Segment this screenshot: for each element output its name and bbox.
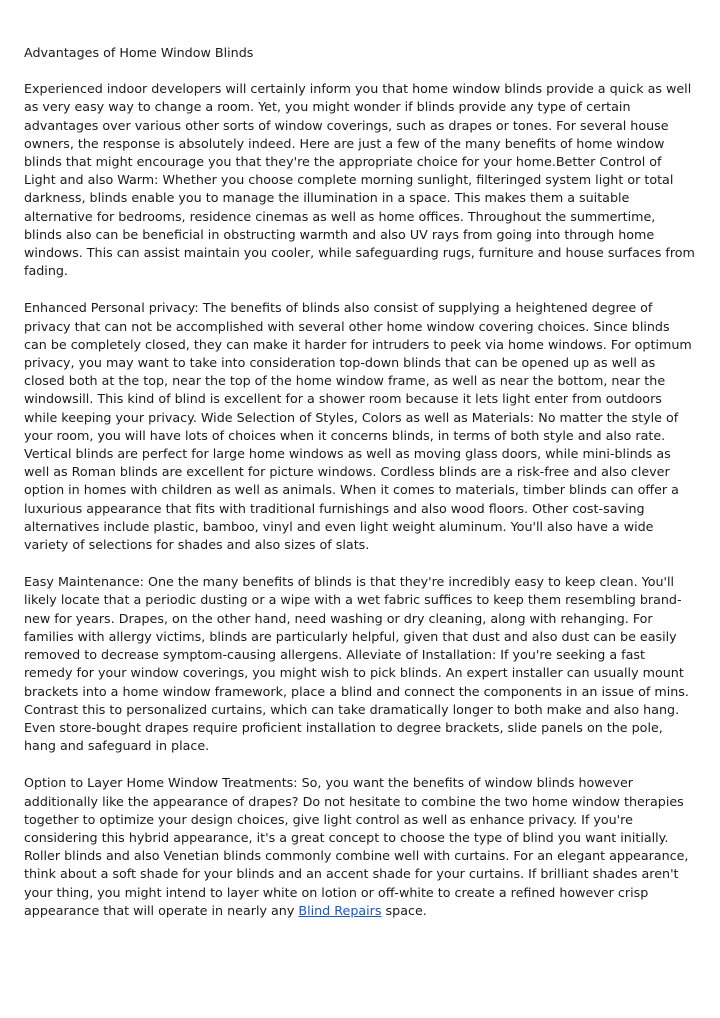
paragraph-privacy-styles: Enhanced Personal privacy: The benefits of blinds also consist of supplying a heightened degree of privacy that can not be accomplished with several other home window covering choices. Since blinds can be completely closed, they can make it harder for intruders to peek via home windows. For optimum privacy, you may want to take into consideration top-down blinds that can be opened up as well as closed both at the top, near the top of the home window frame, as well as near the bottom, near the windowsill. This kind of blind is excellent for a shower room because it lets light enter from outdoors while keeping your privacy. Wide Selection of Styles, Colors as well as Materials: No matter the style of your room, you will have lots of choices when it concerns blinds, in terms of both style and also rate. Vertical blinds are perfect for large home windows as well as moving glass doors, while mini-blinds as well as Roman blinds are excellent for picture windows. Cordless blinds are a risk-free and also clever option in homes with children as well as animals. When it comes to materials, timber blinds can offer a luxurious appearance that fits with traditional furnishings and also wood floors. Other cost-saving alternatives include plastic, bamboo, vinyl and even light weight aluminum. You'll also have a wide variety of selections for shades and also sizes of slats. xyxy=(24,300,692,553)
paragraph-maintenance-installation: Easy Maintenance: One the many benefits of blinds is that they're incredibly easy to keep clean. You'll likely locate that a periodic dusting or a wipe with a wet fabric suffices to keep them resembling brand-new for years. Drapes, on the other hand, need washing or dry cleaning, along with rehanging. For families with allergy victims, blinds are particularly helpful, given that dust and also dust can be easily removed to decrease symptom-causing allergens. Alleviate of Installation: If you're seeking a fast remedy for your window coverings, you might wish to pick blinds. An expert installer can usually mount brackets into a home window framework, place a blind and connect the components in an issue of mins. Contrast this to personalized curtains, which can take dramatically longer to both make and also hang. Even store-bought drapes require proficient installation to degree brackets, slide panels on the pole, hang and safeguard in place. xyxy=(24,574,689,754)
paragraph-text-after-link: space. xyxy=(381,902,427,918)
blind-repairs-link[interactable]: Blind Repairs xyxy=(298,902,382,918)
document-title: Advantages of Home Window Blinds xyxy=(24,45,254,60)
paragraph-layer-treatments xyxy=(24,774,696,920)
paragraph-text-before-link: Option to Layer Home Window Treatments: So, you want the benefits of window blinds however additionally like the appearance of drapes? Do not hesitate to combine the two home window therapies together to optimize your design choices, give light control as well as enhance privacy. If you're considering this hybrid appearance, it's a great concept to choose the type of blind you want initially. Roller blinds and also Venetian blinds commonly combine well with curtains. For an elegant appearance, think about a soft shade for your blinds and an accent shade for your curtains. If brilliant shades aren't your thing, you might intend to layer white on lotion or off-white to create a refined however crisp appearance that will operate in nearly any xyxy=(24,775,689,918)
document-body xyxy=(24,44,696,939)
paragraph-light-control: Experienced indoor developers will certainly inform you that home window blinds provide a quick as well as very easy way to change a room. Yet, you might wonder if blinds provide any type of certain advantages over various other sorts of window coverings, such as drapes or tones. For several house owners, the response is absolutely indeed. Here are just a few of the many benefits of home window blinds that might encourage you that they're the appropriate choice for your home.Better Control of Light and also Warm: Whether you choose complete morning sunlight, filteringed system light or total darkness, blinds enable you to manage the illumination in a space. This makes them a suitable alternative for bedrooms, residence cinemas as well as home offices. Throughout the summertime, blinds also can be beneficial in obstructing warmth and also UV rays from going into through home windows. This can assist maintain you cooler, while safeguarding rugs, furniture and house surfaces from fading. xyxy=(24,81,695,279)
